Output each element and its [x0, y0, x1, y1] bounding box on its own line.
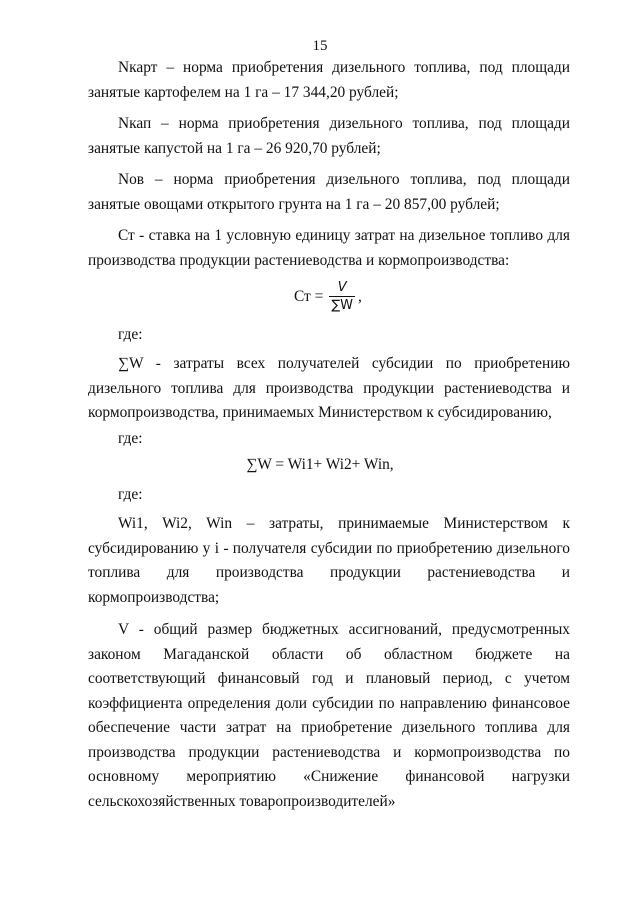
formula-ct-suffix: , — [357, 288, 362, 305]
label-gde: где: — [118, 326, 143, 343]
page-number: 15 — [312, 38, 328, 54]
paragraph-v: V - общий размер бюджетных ассигнований, предусмотренных законом Магаданской области об областном бюджете на соответствующий финансовый год и плановый период, с учетом коэффициента определения доли субсидии по направлению финансовое обеспечение части затрат на приобретение дизельного топлива для производства продукции растениеводства и кормопроизводства по основному мероприятию «Снижение финансовой нагрузки сельскохозяйственных товаропроизводителей» — [88, 621, 570, 810]
formula-sum-w: ∑W = Wi1+ Wi2+ Win, — [246, 456, 394, 473]
paragraph-wi: Wi1, Wi2, Win – затраты, принимаемые Министерством к субсидированию у i - получателя субсидии по приобретению дизельного топлива для производства продукции растениеводства и кормопроизводства; — [88, 515, 570, 606]
formula-ct — [294, 280, 362, 314]
formula-ct-numerator: V — [337, 280, 347, 295]
paragraph-ct: Ст - ставка на 1 условную единицу затрат на дизельное топливо для производства продукции растениеводства и кормопроизводства: — [88, 227, 570, 269]
paragraph-sum-w: ∑W - затраты всех получателей субсидии по приобретению дизельного топлива для производства продукции растениеводства и кормопроизводства, принимаемых Министерством к субсидированию, — [88, 355, 570, 421]
formula-ct-denominator: ∑W — [331, 298, 353, 313]
label-gde: где: — [118, 430, 143, 447]
paragraph-nov: Nов – норма приобретения дизельного топлива, под площади занятые овощами открытого грунта на 1 га – 20 857,00 рублей; — [88, 171, 570, 213]
paragraph-nkap: Nкап – норма приобретения дизельного топлива, под площади занятые капустой на 1 га – 26 920,70 рублей; — [88, 115, 570, 157]
formula-ct-lhs: Ст = — [294, 288, 324, 305]
label-gde: где: — [118, 486, 143, 503]
formula-ct-fraction — [329, 280, 355, 314]
paragraph-nkart: Nкарт – норма приобретения дизельного топлива, под площади занятые картофелем на 1 га – 17 344,20 рублей; — [88, 59, 570, 101]
